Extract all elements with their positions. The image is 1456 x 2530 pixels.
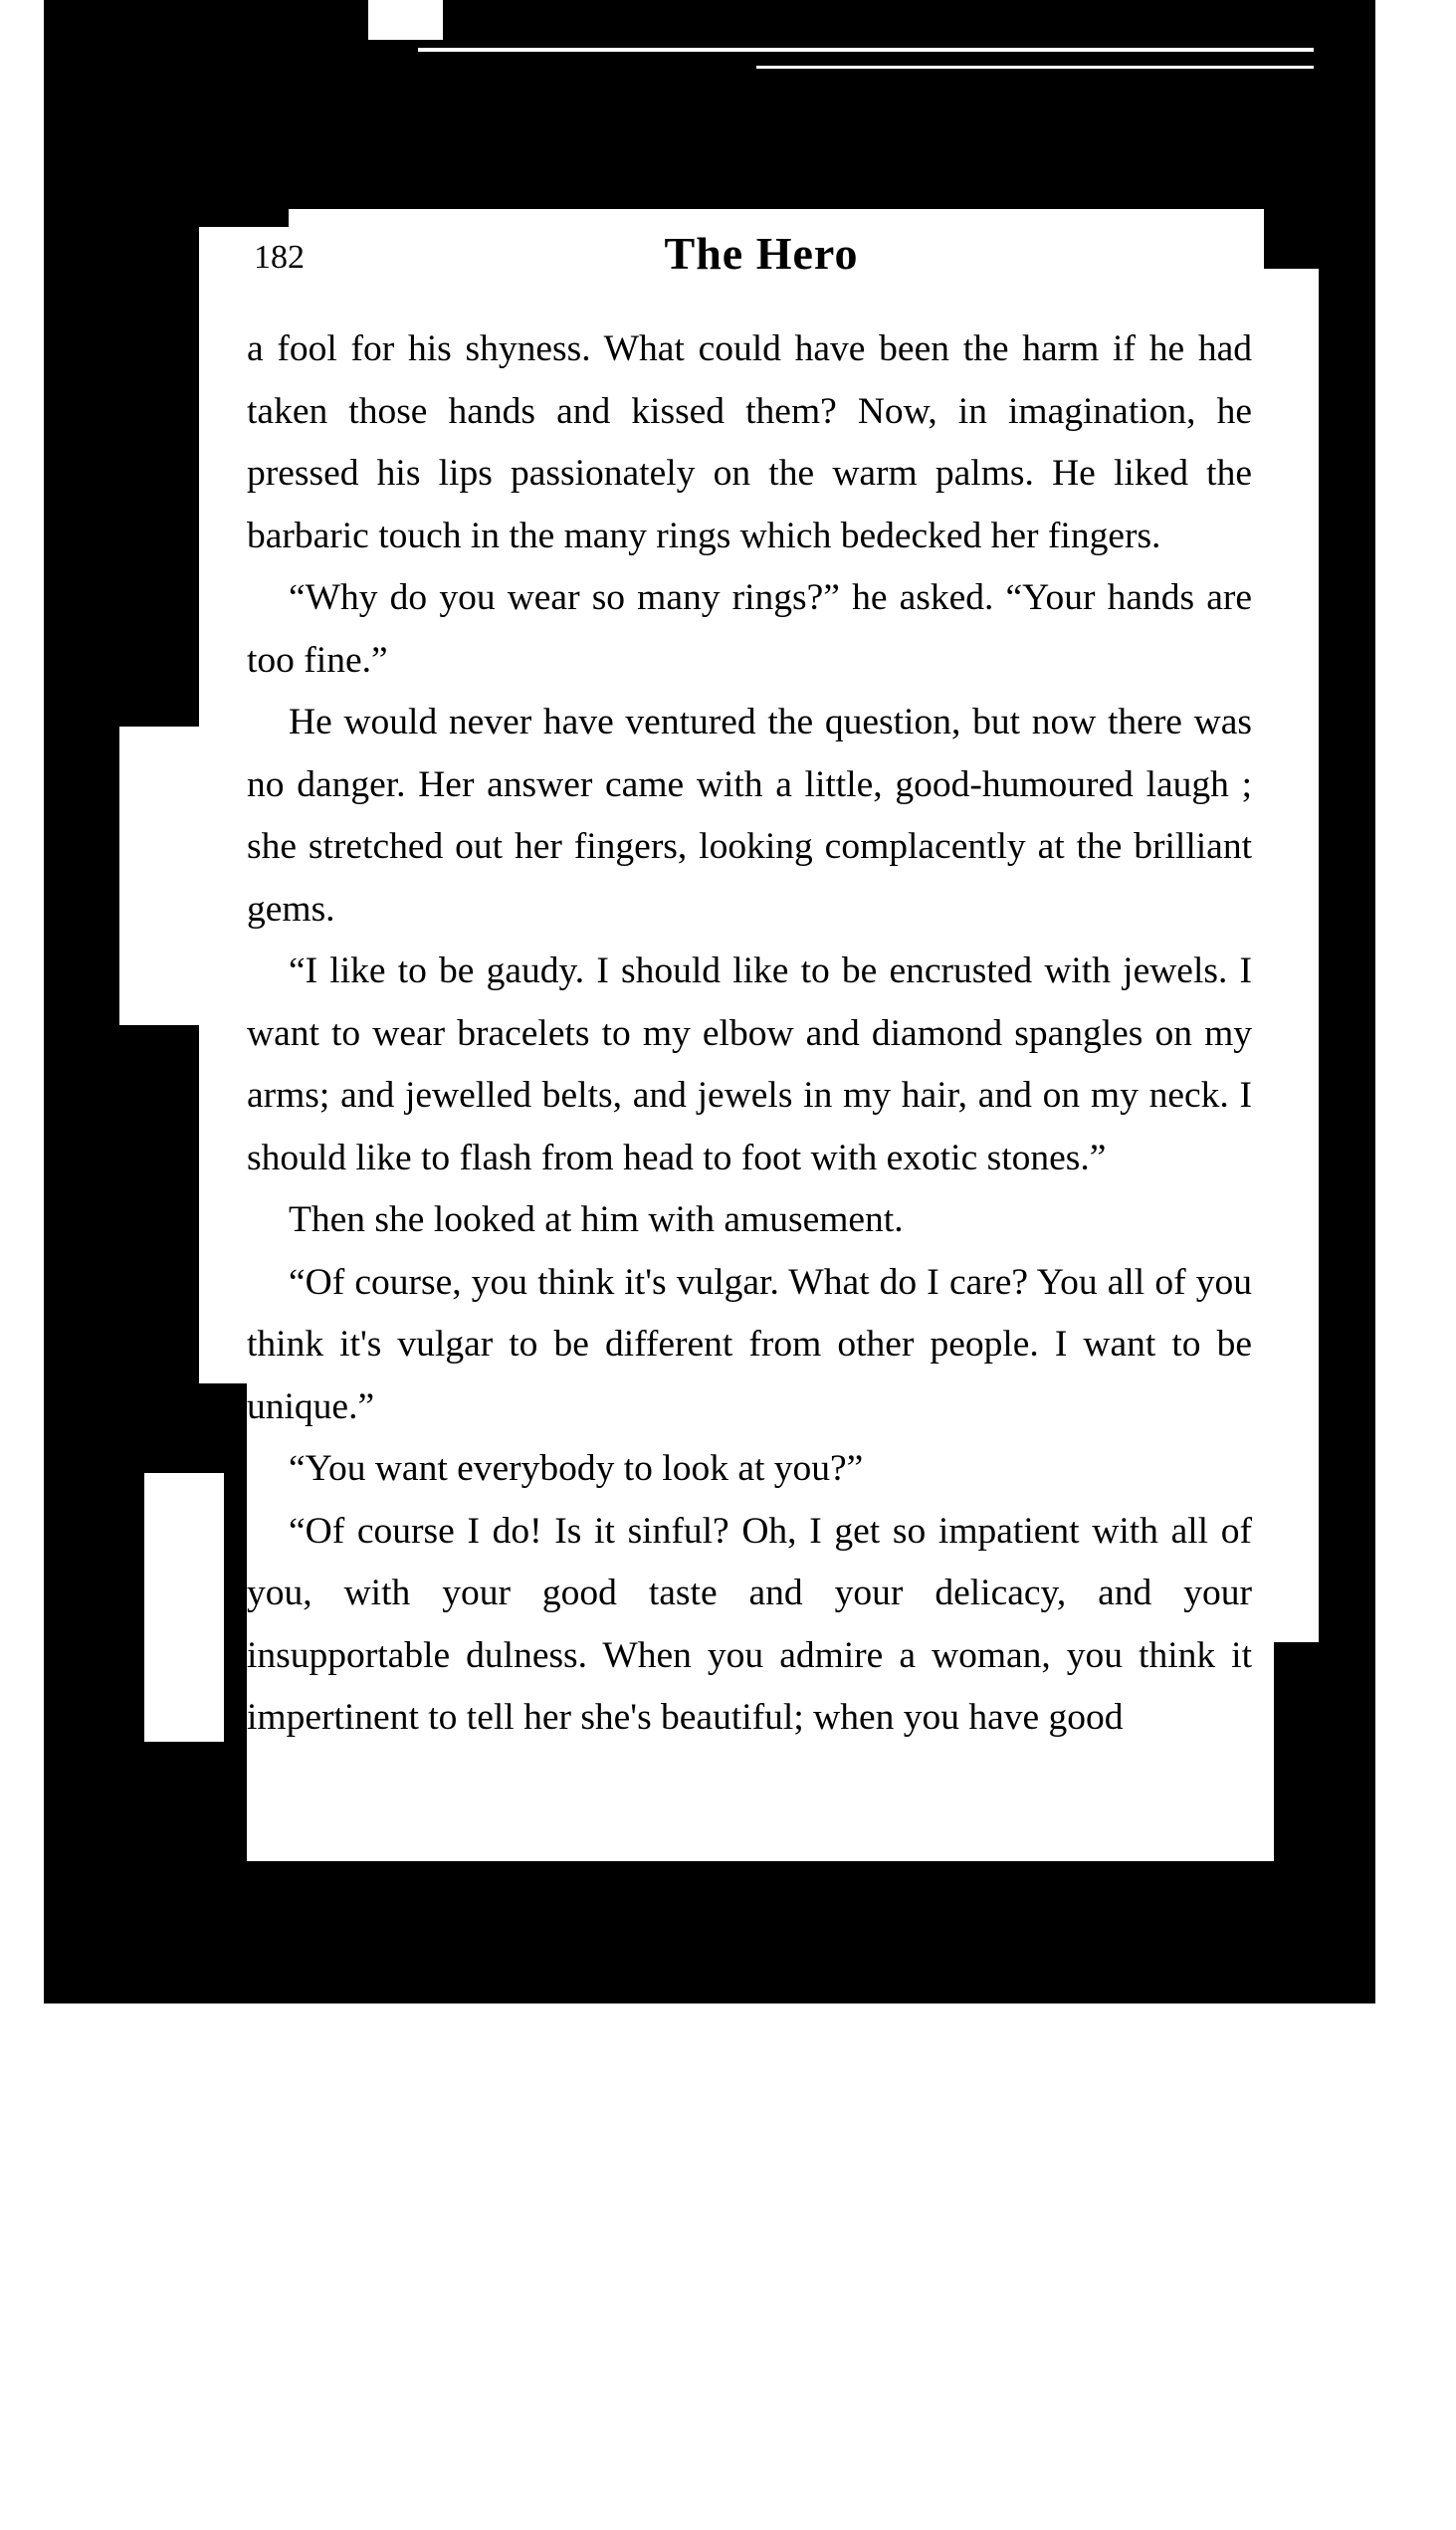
paragraph: “I like to be gaudy. I should like to be encrusted with jewels. I want to wear bracelets to my elbow and diamond spangles on my arms; and jewelled belts, and jewels in my hair, and on my neck. I should like to flash from head to foot with exotic stones.” (247, 950, 1252, 1178)
paragraph: “Of course, you think it's vulgar. What do I care? You all of you think it's vulgar to be different from other people. I want to be unique.” (247, 1261, 1252, 1427)
page-edge-notch (1274, 1642, 1334, 1881)
page-margin-left (144, 1473, 224, 1742)
page-edge-notch (1264, 209, 1334, 269)
page-header (254, 227, 1269, 297)
paragraph: Then she looked at him with amusement. (289, 1199, 904, 1240)
scan-edge-top (368, 0, 443, 40)
paragraph: “Why do you wear so many rings?” he asked. “Your hands are too fine.” (247, 577, 1252, 681)
paragraph: “Of course I do! Is it sinful? Oh, I get so impatient with all of you, with your good taste and your delicacy, and your insupportable dulness. When you admire a woman, you think it impertinent to tell her she's beautiful; when you have good (247, 1510, 1252, 1738)
page-number: 182 (254, 239, 305, 276)
page-edge-notch (189, 209, 289, 227)
paragraph: “You want everybody to look at you?” (289, 1448, 864, 1489)
page-margin-left (119, 727, 219, 1025)
running-title: The Hero (664, 228, 859, 279)
paragraph: He would never have ventured the question, but now there was no danger. Her answer came with a little, good-humoured laugh ; she stretched out her fingers, looking complacently at the brilliant gems. (247, 702, 1252, 930)
scan-rule-top-2 (756, 66, 1314, 69)
paragraph: a fool for his shyness. What could have been the harm if he had taken those hands and kissed them? Now, in imagination, he pressed his lips passionately on the warm palms. He liked the barbaric touch in the many rings which bedecked her fingers. (247, 328, 1252, 556)
body-text (247, 318, 1252, 1750)
scan-rule-top (418, 48, 1314, 52)
